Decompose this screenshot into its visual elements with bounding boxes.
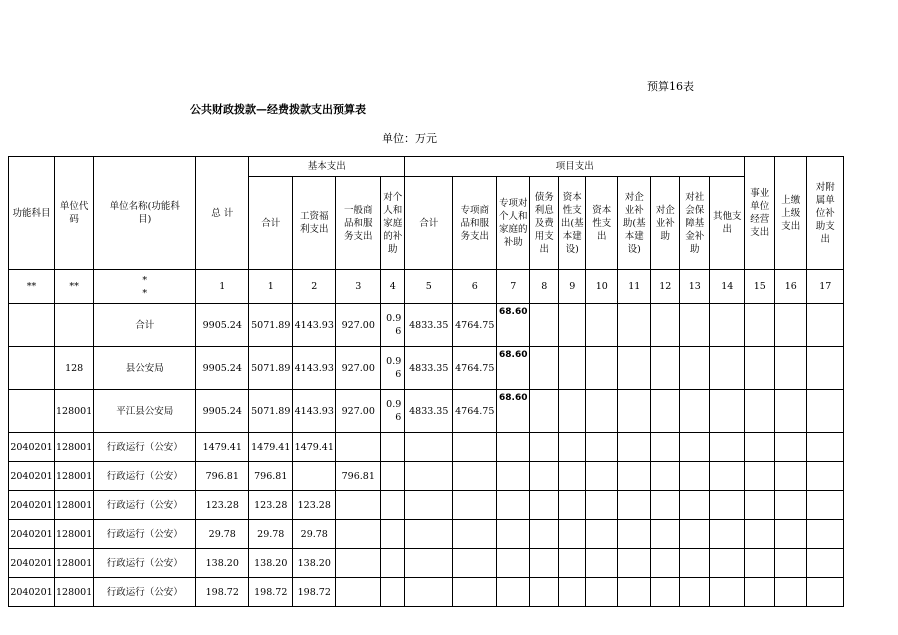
empty-cell xyxy=(680,549,710,578)
empty-cell xyxy=(775,433,807,462)
unit-name-cell: 县公安局 xyxy=(94,347,196,390)
empty-cell xyxy=(651,390,680,433)
index-cell: 11 xyxy=(618,270,651,304)
func-subject-cell: 2040201 xyxy=(9,433,55,462)
basic-goods-cell: 796.81 xyxy=(336,462,381,491)
summary-row xyxy=(9,390,844,433)
empty-cell xyxy=(807,390,844,433)
func-subject-cell xyxy=(9,390,55,433)
unit-code-cell: 128001 xyxy=(55,520,94,549)
table-number: 预算16表 xyxy=(647,80,694,93)
basic-wage-cell: 138.20 xyxy=(293,549,336,578)
empty-cell xyxy=(530,549,559,578)
empty-cell xyxy=(680,491,710,520)
empty-cell xyxy=(651,491,680,520)
empty-cell xyxy=(530,491,559,520)
basic-total-cell: 796.81 xyxy=(249,462,293,491)
unit-code-cell: 128001 xyxy=(55,491,94,520)
empty-cell xyxy=(745,390,775,433)
empty-cell xyxy=(680,462,710,491)
empty-cell xyxy=(807,549,844,578)
basic-total-cell: 1479.41 xyxy=(249,433,293,462)
empty-cell xyxy=(530,578,559,607)
header-project-col-1: 专项商品和服务支出 xyxy=(453,177,497,270)
basic-person-cell: 0.96 xyxy=(381,390,405,433)
basic-total-cell: 5071.89 xyxy=(249,347,293,390)
header-project-col-4: 资本性支出(基本建设) xyxy=(559,177,586,270)
index-cell: 13 xyxy=(680,270,710,304)
unit-code-cell: 128 xyxy=(55,347,94,390)
empty-cell xyxy=(586,347,618,390)
empty-cell xyxy=(381,491,405,520)
empty-cell xyxy=(618,520,651,549)
detail-row xyxy=(9,433,844,462)
empty-cell xyxy=(586,520,618,549)
unit-label: 单位：万元 xyxy=(382,132,437,145)
total-cell: 29.78 xyxy=(196,520,249,549)
total-cell: 9905.24 xyxy=(196,390,249,433)
empty-cell xyxy=(710,462,745,491)
empty-cell xyxy=(559,347,586,390)
basic-total-cell: 29.78 xyxy=(249,520,293,549)
empty-cell xyxy=(775,462,807,491)
func-subject-cell: 2040201 xyxy=(9,462,55,491)
empty-cell xyxy=(651,578,680,607)
summary-row xyxy=(9,304,844,347)
func-subject-cell: 2040201 xyxy=(9,520,55,549)
empty-cell xyxy=(497,462,530,491)
empty-cell xyxy=(745,578,775,607)
project-goods-cell: 4764.75 xyxy=(453,390,497,433)
empty-cell xyxy=(497,520,530,549)
index-cell: 1 xyxy=(196,270,249,304)
empty-cell xyxy=(618,390,651,433)
total-cell: 198.72 xyxy=(196,578,249,607)
empty-cell xyxy=(381,433,405,462)
index-cell: 10 xyxy=(586,270,618,304)
index-cell: * * xyxy=(94,270,196,304)
index-cell: 1 xyxy=(249,270,293,304)
empty-cell xyxy=(530,347,559,390)
project-person-cell: 68.60 xyxy=(497,304,530,347)
total-cell: 9905.24 xyxy=(196,304,249,347)
empty-cell xyxy=(586,390,618,433)
header-func-subject: 功能科目 xyxy=(9,157,55,270)
basic-goods-cell xyxy=(336,520,381,549)
header-basic-col-0: 合计 xyxy=(249,177,293,270)
empty-cell xyxy=(680,578,710,607)
header-project-col-5: 资本性支出 xyxy=(586,177,618,270)
empty-cell xyxy=(807,347,844,390)
unit-name-cell: 行政运行（公安） xyxy=(94,462,196,491)
index-cell: 2 xyxy=(293,270,336,304)
total-cell: 796.81 xyxy=(196,462,249,491)
header-project-col-2: 专项对个人和家庭的补助 xyxy=(497,177,530,270)
unit-name-cell: 行政运行（公安） xyxy=(94,520,196,549)
unit-name-cell: 平江县公安局 xyxy=(94,390,196,433)
empty-cell xyxy=(405,578,453,607)
empty-cell xyxy=(807,304,844,347)
empty-cell xyxy=(775,578,807,607)
summary-row xyxy=(9,347,844,390)
detail-row xyxy=(9,491,844,520)
project-total-cell: 4833.35 xyxy=(405,304,453,347)
empty-cell xyxy=(497,578,530,607)
empty-cell xyxy=(807,462,844,491)
unit-code-cell: 128001 xyxy=(55,578,94,607)
empty-cell xyxy=(745,433,775,462)
index-cell: 7 xyxy=(497,270,530,304)
header-basic-col-3: 对个人和家庭的补助 xyxy=(381,177,405,270)
project-total-cell: 4833.35 xyxy=(405,390,453,433)
index-cell: 6 xyxy=(453,270,497,304)
basic-goods-cell: 927.00 xyxy=(336,347,381,390)
empty-cell xyxy=(586,491,618,520)
empty-cell xyxy=(497,433,530,462)
index-cell: 12 xyxy=(651,270,680,304)
header-project-col-6: 对企业补助(基本建设) xyxy=(618,177,651,270)
empty-cell xyxy=(559,304,586,347)
empty-cell xyxy=(710,433,745,462)
page-title: 公共财政拨款—经费拨款支出预算表 xyxy=(190,103,366,116)
index-row xyxy=(9,270,844,304)
basic-goods-cell xyxy=(336,549,381,578)
basic-total-cell: 198.72 xyxy=(249,578,293,607)
empty-cell xyxy=(530,390,559,433)
empty-cell xyxy=(807,578,844,607)
header-project-col-0: 合计 xyxy=(405,177,453,270)
empty-cell xyxy=(775,549,807,578)
empty-cell xyxy=(453,549,497,578)
header-basic-col-2: 一般商品和服务支出 xyxy=(336,177,381,270)
func-subject-cell: 2040201 xyxy=(9,549,55,578)
empty-cell xyxy=(530,433,559,462)
index-cell: ** xyxy=(9,270,55,304)
basic-total-cell: 138.20 xyxy=(249,549,293,578)
header-unit-code: 单位代码 xyxy=(55,157,94,270)
empty-cell xyxy=(453,462,497,491)
empty-cell xyxy=(775,390,807,433)
empty-cell xyxy=(710,549,745,578)
unit-name-cell: 行政运行（公安） xyxy=(94,549,196,578)
index-cell: 16 xyxy=(775,270,807,304)
basic-wage-cell: 29.78 xyxy=(293,520,336,549)
basic-total-cell: 5071.89 xyxy=(249,390,293,433)
empty-cell xyxy=(651,520,680,549)
unit-name-cell: 行政运行（公安） xyxy=(94,433,196,462)
empty-cell xyxy=(745,347,775,390)
empty-cell xyxy=(559,520,586,549)
empty-cell xyxy=(745,549,775,578)
empty-cell xyxy=(618,462,651,491)
empty-cell xyxy=(618,347,651,390)
unit-name-cell: 行政运行（公安） xyxy=(94,578,196,607)
empty-cell xyxy=(807,520,844,549)
empty-cell xyxy=(559,549,586,578)
empty-cell xyxy=(405,433,453,462)
detail-row xyxy=(9,578,844,607)
empty-cell xyxy=(586,433,618,462)
empty-cell xyxy=(381,520,405,549)
empty-cell xyxy=(775,347,807,390)
empty-cell xyxy=(680,390,710,433)
empty-cell xyxy=(710,520,745,549)
basic-goods-cell: 927.00 xyxy=(336,304,381,347)
basic-goods-cell: 927.00 xyxy=(336,390,381,433)
empty-cell xyxy=(405,549,453,578)
empty-cell xyxy=(559,462,586,491)
empty-cell xyxy=(618,578,651,607)
header-project: 项目支出 xyxy=(405,157,745,177)
empty-cell xyxy=(559,433,586,462)
empty-cell xyxy=(405,491,453,520)
empty-cell xyxy=(453,433,497,462)
empty-cell xyxy=(745,520,775,549)
empty-cell xyxy=(381,462,405,491)
empty-cell xyxy=(710,390,745,433)
basic-wage-cell: 123.28 xyxy=(293,491,336,520)
project-person-cell: 68.60 xyxy=(497,347,530,390)
empty-cell xyxy=(586,304,618,347)
empty-cell xyxy=(497,549,530,578)
basic-person-cell: 0.96 xyxy=(381,304,405,347)
project-total-cell: 4833.35 xyxy=(405,347,453,390)
empty-cell xyxy=(680,433,710,462)
header-basic: 基本支出 xyxy=(249,157,405,177)
total-cell: 1479.41 xyxy=(196,433,249,462)
empty-cell xyxy=(618,304,651,347)
index-cell: 3 xyxy=(336,270,381,304)
empty-cell xyxy=(405,520,453,549)
empty-cell xyxy=(745,491,775,520)
empty-cell xyxy=(807,491,844,520)
basic-total-cell: 5071.89 xyxy=(249,304,293,347)
func-subject-cell: 2040201 xyxy=(9,491,55,520)
header-extra-0: 事业单位经营支出 xyxy=(745,157,775,270)
index-cell: 5 xyxy=(405,270,453,304)
empty-cell xyxy=(651,462,680,491)
index-cell: 14 xyxy=(710,270,745,304)
detail-row xyxy=(9,549,844,578)
empty-cell xyxy=(745,462,775,491)
header-project-col-9: 其他支出 xyxy=(710,177,745,270)
empty-cell xyxy=(710,578,745,607)
empty-cell xyxy=(775,304,807,347)
empty-cell xyxy=(381,578,405,607)
empty-cell xyxy=(807,433,844,462)
header-extra-1: 上缴上级支出 xyxy=(775,157,807,270)
empty-cell xyxy=(680,520,710,549)
unit-code-cell xyxy=(55,304,94,347)
basic-goods-cell xyxy=(336,578,381,607)
detail-row xyxy=(9,462,844,491)
index-cell: ** xyxy=(55,270,94,304)
empty-cell xyxy=(530,462,559,491)
empty-cell xyxy=(497,491,530,520)
empty-cell xyxy=(745,304,775,347)
header-extra-2: 对附属单位补助支出 xyxy=(807,157,844,270)
empty-cell xyxy=(530,520,559,549)
basic-wage-cell: 1479.41 xyxy=(293,433,336,462)
basic-total-cell: 123.28 xyxy=(249,491,293,520)
empty-cell xyxy=(618,549,651,578)
header-unit-name: 单位名称(功能科目) xyxy=(94,157,196,270)
empty-cell xyxy=(405,462,453,491)
header-project-col-8: 对社会保障基金补助 xyxy=(680,177,710,270)
empty-cell xyxy=(559,578,586,607)
unit-code-cell: 128001 xyxy=(55,433,94,462)
unit-code-cell: 128001 xyxy=(55,462,94,491)
empty-cell xyxy=(775,491,807,520)
empty-cell xyxy=(618,433,651,462)
index-cell: 9 xyxy=(559,270,586,304)
func-subject-cell xyxy=(9,304,55,347)
total-cell: 138.20 xyxy=(196,549,249,578)
basic-wage-cell: 4143.93 xyxy=(293,390,336,433)
header-project-col-3: 债务利息及费用支出 xyxy=(530,177,559,270)
empty-cell xyxy=(381,549,405,578)
empty-cell xyxy=(618,491,651,520)
total-cell: 123.28 xyxy=(196,491,249,520)
empty-cell xyxy=(453,491,497,520)
unit-code-cell: 128001 xyxy=(55,549,94,578)
basic-person-cell: 0.96 xyxy=(381,347,405,390)
budget-table xyxy=(8,156,844,607)
project-goods-cell: 4764.75 xyxy=(453,304,497,347)
project-goods-cell: 4764.75 xyxy=(453,347,497,390)
basic-wage-cell: 4143.93 xyxy=(293,304,336,347)
func-subject-cell xyxy=(9,347,55,390)
basic-goods-cell xyxy=(336,433,381,462)
header-basic-col-1: 工资福利支出 xyxy=(293,177,336,270)
header-total: 总 计 xyxy=(196,157,249,270)
empty-cell xyxy=(775,520,807,549)
empty-cell xyxy=(651,304,680,347)
basic-goods-cell xyxy=(336,491,381,520)
header-project-col-7: 对企业补助 xyxy=(651,177,680,270)
empty-cell xyxy=(651,347,680,390)
empty-cell xyxy=(559,390,586,433)
index-cell: 15 xyxy=(745,270,775,304)
empty-cell xyxy=(651,549,680,578)
empty-cell xyxy=(530,304,559,347)
index-cell: 17 xyxy=(807,270,844,304)
empty-cell xyxy=(453,520,497,549)
detail-row xyxy=(9,520,844,549)
empty-cell xyxy=(586,578,618,607)
project-person-cell: 68.60 xyxy=(497,390,530,433)
unit-name-cell: 行政运行（公安） xyxy=(94,491,196,520)
basic-wage-cell: 198.72 xyxy=(293,578,336,607)
unit-code-cell: 128001 xyxy=(55,390,94,433)
empty-cell xyxy=(710,304,745,347)
empty-cell xyxy=(586,549,618,578)
empty-cell xyxy=(680,347,710,390)
index-cell: 8 xyxy=(530,270,559,304)
empty-cell xyxy=(680,304,710,347)
empty-cell xyxy=(559,491,586,520)
empty-cell xyxy=(710,347,745,390)
unit-name-cell: 合计 xyxy=(94,304,196,347)
empty-cell xyxy=(651,433,680,462)
total-cell: 9905.24 xyxy=(196,347,249,390)
empty-cell xyxy=(586,462,618,491)
index-cell: 4 xyxy=(381,270,405,304)
func-subject-cell: 2040201 xyxy=(9,578,55,607)
empty-cell xyxy=(453,578,497,607)
empty-cell xyxy=(710,491,745,520)
basic-wage-cell: 4143.93 xyxy=(293,347,336,390)
basic-wage-cell xyxy=(293,462,336,491)
